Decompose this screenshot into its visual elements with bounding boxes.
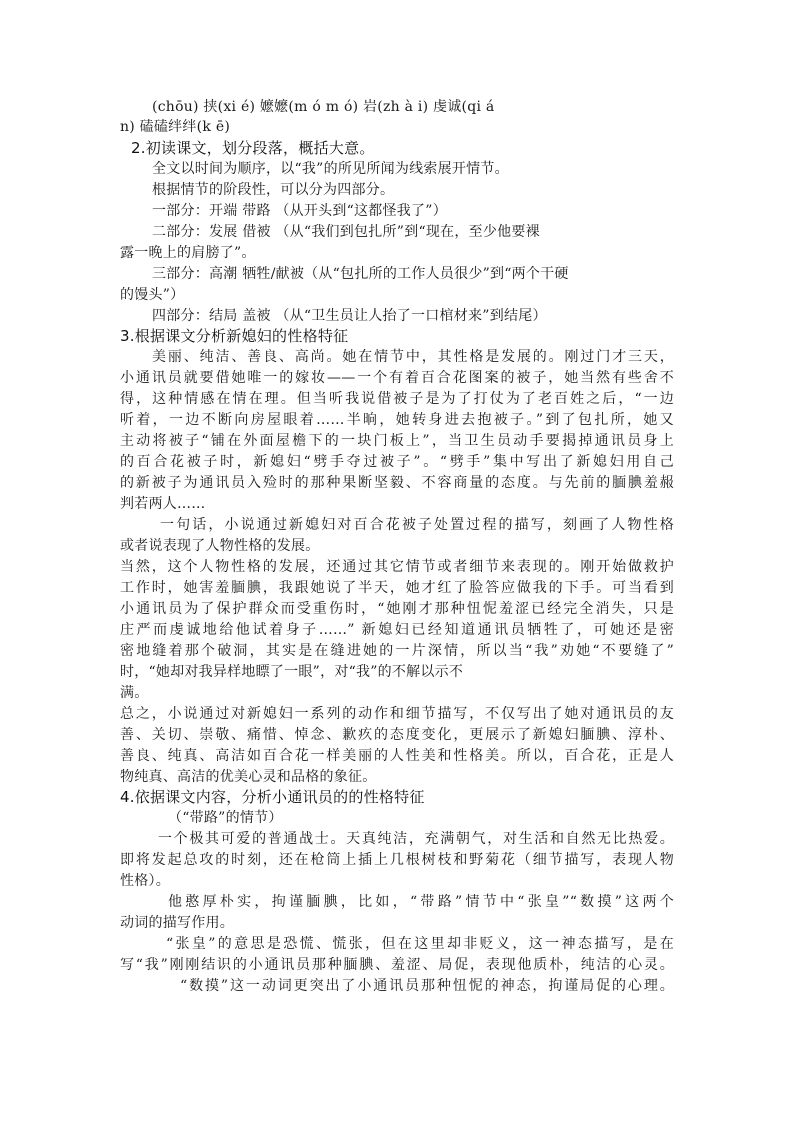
paragraph-line: 美丽、纯洁、善良、高尚。她在情节中，其性格是发展的。刚过门才三天， bbox=[152, 349, 674, 365]
paragraph-line: 满。 bbox=[120, 685, 149, 701]
paragraph-line: 善良、纯真、高洁如百合花一样美丽的人性美和性格美。所以，百合花，正是人 bbox=[120, 748, 674, 764]
paragraph-line: 性格）。 bbox=[120, 873, 170, 889]
paragraph-line: 密地缝着那个破洞，其实是在缝进她的一片深情，所以当“我”劝她“不要缝了” bbox=[120, 643, 674, 659]
paragraph-line: 得，这种情感在情在理。但当听我说借被子是为了打仗为了老百姓之后，“一边 bbox=[120, 391, 674, 407]
subheading: （“带路”的情节） bbox=[168, 810, 283, 826]
paragraph-line: 的馒头”） bbox=[120, 287, 185, 303]
paragraph-line: 的百合花被子时，新媳妇“劈手夺过被子”。“劈手”集中写出了新媳妇用自己 bbox=[120, 454, 674, 470]
paragraph-line: 全文以时间为顺序，以“我”的所见所闻为线索展开情节。 bbox=[152, 161, 509, 177]
paragraph-line: 主动将被子“铺在外面屋檐下的一块门板上”，当卫生员动手要揭掉通讯员身上 bbox=[120, 433, 674, 449]
outline-part-4: 四部分：结局 盖被 （从“卫生员让人抬了一口棺材来”到结尾） bbox=[152, 308, 547, 324]
outline-part-2: 二部分：发展 借被 （从“我们到包扎所”到“现在，至少他要裸 bbox=[152, 224, 540, 240]
paragraph-line: 当然，这个人物性格的发展，还通过其它情节或者细节来表现的。刚开始做救护 bbox=[120, 559, 674, 575]
outline-part-1: 一部分：开端 带路 （从开头到“这都怪我了”） bbox=[152, 203, 447, 219]
paragraph-line: 或者说表现了人物性格的发展。 bbox=[120, 538, 320, 554]
paragraph-line: 动词的描写作用。 bbox=[120, 915, 234, 931]
outline-part-3: 三部分：高潮 牺牲/献被（从“包扎所的工作人员很少”到“两个干硬 bbox=[152, 266, 569, 282]
paragraph-line: 小通讯员为了保护群众而受重伤时，“她刚才那种忸怩羞涩已经完全消失，只是 bbox=[120, 601, 674, 617]
paragraph-line: 庄严而虔诚地给他试着身子……” 新媳妇已经知道通讯员牺牲了，可她还是密 bbox=[120, 622, 674, 638]
paragraph-line: 判若两人…… bbox=[120, 496, 206, 512]
section-heading: 2.初读课文，划分段落，概括大意。 bbox=[131, 139, 375, 157]
pinyin-line: (chōu) 挟(xi é) 嬷嬷(m ó m ó) 岩(zh à i) 虔诚(qi á bbox=[152, 99, 495, 115]
section-heading: 3.根据课文分析新媳妇的性格特征 bbox=[120, 327, 349, 345]
pinyin-line: n) 磕磕绊绊(k ē) bbox=[120, 119, 231, 135]
paragraph-line: 一个极其可爱的普通战士。天真纯洁，充满朝气，对生活和自然无比热爱。 bbox=[158, 831, 674, 847]
paragraph-line: 小通讯员就要借她唯一的嫁妆——一个有着百合花图案的被子，她当然有些舍不 bbox=[120, 370, 674, 386]
paragraph-line: 善、关切、崇敬、痛惜、悼念、歉疚的态度变化，更展示了新媳妇腼腆、淳朴、 bbox=[120, 727, 674, 743]
paragraph-line: 一句话，小说通过新媳妇对百合花被子处置过程的描写，刻画了人物性格 bbox=[160, 517, 674, 533]
section-heading: 4.依据课文内容，分析小通讯员的的性格特征 bbox=[120, 788, 425, 806]
paragraph-line: 根据情节的阶段性，可以分为四部分。 bbox=[152, 182, 395, 198]
paragraph-line: 工作时，她害羞腼腆，我跟她说了半天，她才红了脸答应做我的下手。可当看到 bbox=[120, 580, 674, 596]
paragraph-line: 露一晚上的肩膀了”。 bbox=[120, 245, 256, 261]
paragraph-line: 他憨厚朴实，拘谨腼腆，比如，“带路”情节中“张皇”“数摸”这两个 bbox=[168, 894, 674, 910]
paragraph-line: 物纯真、高洁的优美心灵和品格的象征。 bbox=[120, 769, 377, 785]
paragraph-line: 时，“她却对我异样地瞟了一眼”，对“我”的不解以示不 bbox=[120, 664, 464, 680]
paragraph-line: “数摸”这一动词更突出了小通讯员那种忸怩的神态，拘谨局促的心理。 bbox=[180, 978, 674, 994]
paragraph-line: 听着，一边不断向房屋眼着……半晌，她转身进去抱被子。”到了包扎所，她又 bbox=[120, 412, 674, 428]
paragraph-line: 写“我”刚刚结识的小通讯员那种腼腆、羞涩、局促，表现他质朴，纯洁的心灵。 bbox=[120, 957, 674, 973]
paragraph-line: “张皇”的意思是恐慌、慌张，但在这里却非贬义，这一神态描写，是在 bbox=[166, 936, 674, 952]
paragraph-line: 的新被子为通讯员入殓时的那种果断坚毅、不容商量的态度。与先前的腼腆羞赧 bbox=[120, 475, 674, 491]
paragraph-line: 总之，小说通过对新媳妇一系列的动作和细节描写，不仅写出了她对通讯员的友 bbox=[120, 706, 674, 722]
paragraph-line: 即将发起总攻的时刻，还在枪筒上插上几根树枝和野菊花（细节描写，表现人物 bbox=[120, 852, 674, 868]
